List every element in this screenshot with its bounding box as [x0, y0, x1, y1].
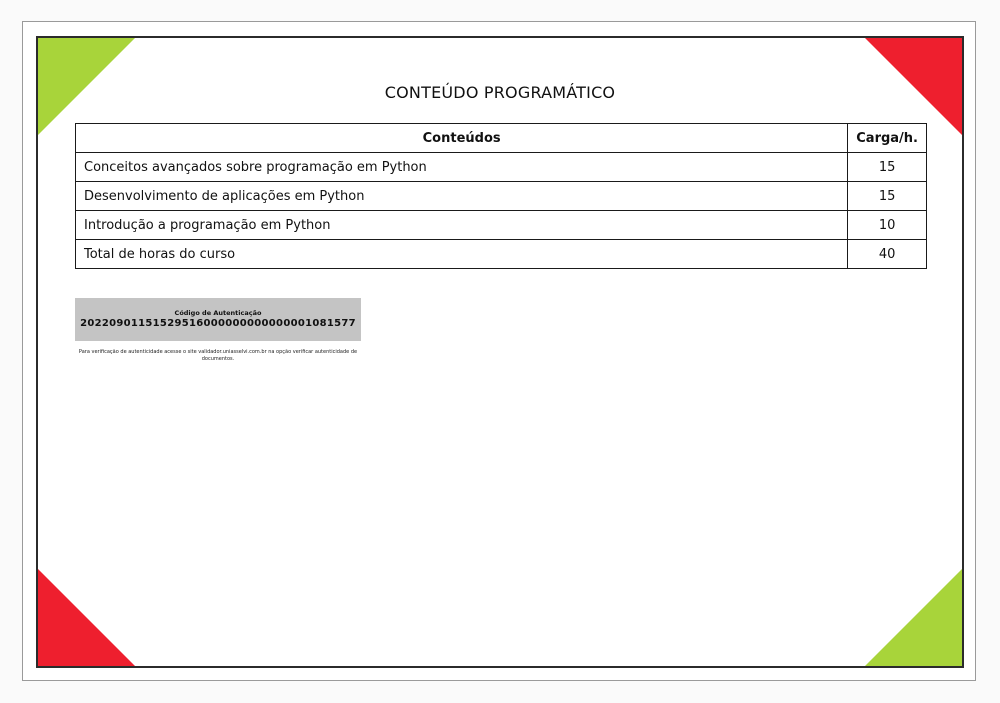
authentication-note: Para verificação de autenticidade acesse o site validador.uniasselvi.com.br na opção verificar autenticidade de documentos. [78, 349, 358, 362]
row-hours: 15 [848, 182, 927, 211]
corner-bottom-left-red [38, 569, 135, 666]
row-content: Conceitos avançados sobre programação em Python [76, 153, 848, 182]
table-row [76, 182, 927, 211]
page-title: CONTEÚDO PROGRAMÁTICO [384, 83, 616, 102]
row-hours: 15 [848, 153, 927, 182]
table-header-row [76, 124, 927, 153]
header-hours: Carga/h. [848, 124, 927, 153]
authentication-label: Código de Autenticação [174, 309, 262, 317]
header-contents: Conteúdos [76, 124, 848, 153]
table-row [76, 211, 927, 240]
table-row [76, 153, 927, 182]
row-hours: 10 [848, 211, 927, 240]
row-content: Total de horas do curso [76, 240, 848, 269]
row-content: Introdução a programação em Python [76, 211, 848, 240]
authentication-code: 20220901151529516000000000000001081577 [80, 318, 356, 329]
row-content: Desenvolvimento de aplicações em Python [76, 182, 848, 211]
content-table [75, 123, 927, 269]
authentication-box [75, 298, 361, 341]
corner-bottom-right-green [865, 569, 962, 666]
row-hours: 40 [848, 240, 927, 269]
certificate-page [36, 36, 964, 668]
table-row-total [76, 240, 927, 269]
